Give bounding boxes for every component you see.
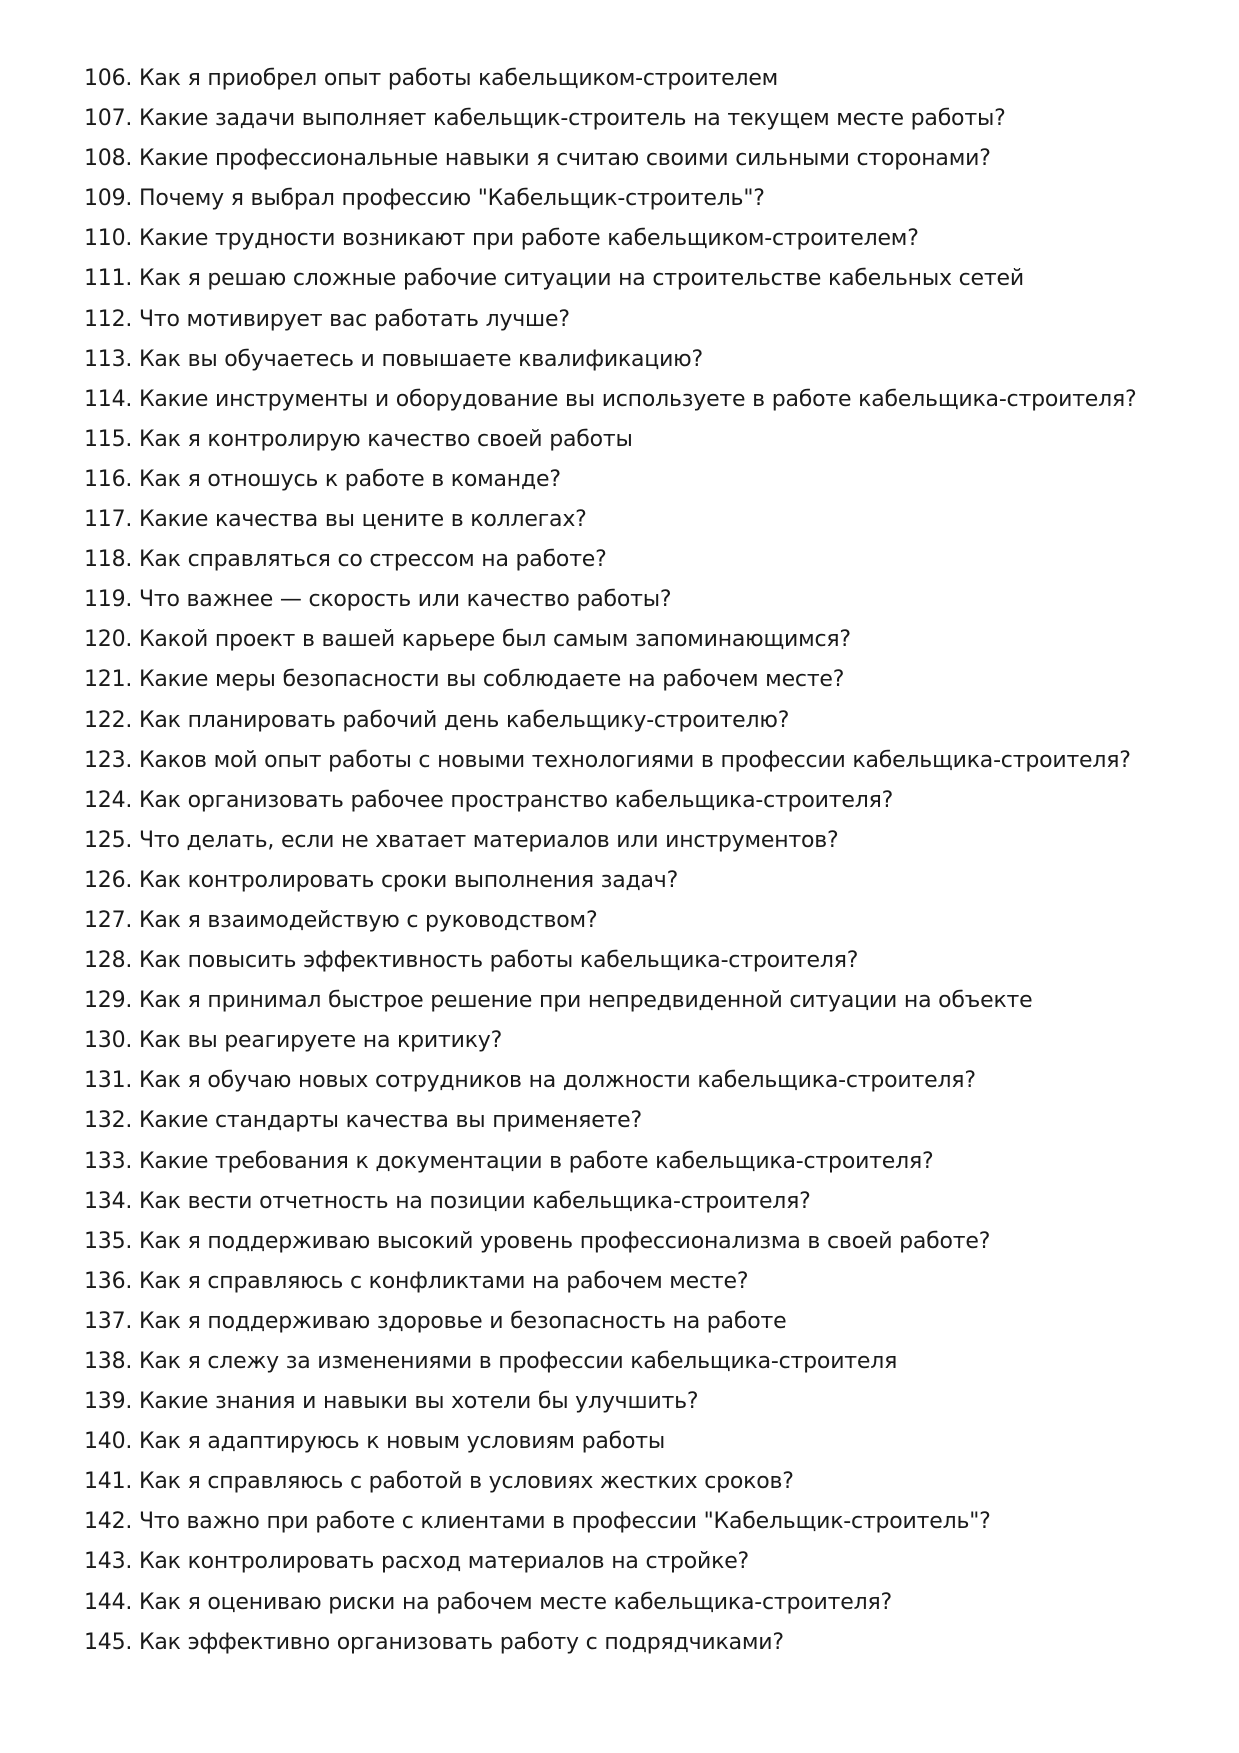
question-number: 136.	[84, 1268, 133, 1294]
question-item	[84, 941, 1184, 981]
question-item	[84, 1502, 1184, 1542]
question-number: 112.	[84, 306, 133, 332]
question-text: Как вы обучаетесь и повышаете квалификацию?	[138, 346, 703, 372]
question-text: Как я слежу за изменениями в профессии кабельщика-строителя	[138, 1349, 898, 1374]
question-list	[84, 59, 1184, 1663]
question-text: Какие знания и навыки вы хотели бы улучшить?	[138, 1389, 699, 1415]
question-item	[84, 500, 1184, 540]
question-number: 129.	[84, 988, 133, 1014]
question-number: 109.	[84, 186, 133, 212]
question-text: Что важно при работе с клиентами в профессии "Кабельщик-строитель"?	[138, 1509, 991, 1535]
question-number: 114.	[84, 386, 133, 412]
question-text: Как контролировать сроки выполнения задач?	[138, 867, 679, 893]
question-text: Как я адаптируюсь к новым условиям работы	[138, 1429, 666, 1455]
question-text: Как повысить эффективность работы кабельщика-строителя?	[138, 948, 859, 974]
question-item	[84, 1021, 1184, 1061]
question-item	[84, 380, 1184, 420]
question-text: Как я обучаю новых сотрудников на должности кабельщика-строителя?	[138, 1068, 976, 1094]
question-text: Каков мой опыт работы с новыми технологиями в профессии кабельщика-строителя?	[138, 747, 1131, 773]
question-text: Как я поддерживаю высокий уровень профессионализма в своей работе?	[138, 1228, 991, 1254]
question-item	[84, 981, 1184, 1021]
question-number: 137.	[84, 1308, 133, 1334]
question-item	[84, 1542, 1184, 1582]
question-number: 117.	[84, 507, 133, 533]
question-text: Как планировать рабочий день кабельщику-строителю?	[138, 707, 790, 733]
question-number: 120.	[84, 627, 133, 653]
question-text: Какие профессиональные навыки я считаю своими сильными сторонами?	[138, 146, 991, 172]
question-number: 116.	[84, 466, 133, 492]
question-number: 121.	[84, 667, 133, 693]
question-number: 133.	[84, 1148, 133, 1174]
question-item	[84, 1302, 1184, 1342]
question-item	[84, 460, 1184, 500]
question-number: 139.	[84, 1389, 133, 1415]
question-item	[84, 179, 1184, 219]
question-number: 107.	[84, 106, 133, 132]
question-text: Как я решаю сложные рабочие ситуации на строительстве кабельных сетей	[138, 266, 1024, 292]
question-item	[84, 139, 1184, 179]
question-item	[84, 1061, 1184, 1101]
question-item	[84, 620, 1184, 660]
question-number: 131.	[84, 1068, 133, 1094]
question-item	[84, 660, 1184, 700]
question-item	[84, 1623, 1184, 1663]
question-item	[84, 300, 1184, 340]
question-item	[84, 1142, 1184, 1182]
question-number: 135.	[84, 1228, 133, 1254]
question-number: 145.	[84, 1629, 133, 1655]
question-text: Как я отношусь к работе в команде?	[138, 466, 561, 492]
question-text: Почему я выбрал профессию "Кабельщик-строитель"?	[138, 186, 765, 212]
question-item	[84, 1382, 1184, 1422]
question-number: 119.	[84, 587, 133, 613]
question-number: 125.	[84, 827, 133, 853]
question-number: 140.	[84, 1429, 133, 1455]
question-text: Как я приобрел опыт работы кабельщиком-строителем	[138, 66, 779, 91]
question-item	[84, 1222, 1184, 1262]
question-number: 115.	[84, 426, 133, 452]
question-number: 132.	[84, 1108, 133, 1134]
question-text: Какие требования к документации в работе кабельщика-строителя?	[138, 1148, 934, 1174]
question-text: Как я поддерживаю здоровье и безопасность на работе	[138, 1308, 787, 1334]
question-number: 138.	[84, 1349, 133, 1374]
question-text: Что делать, если не хватает материалов или инструментов?	[138, 827, 839, 853]
question-item	[84, 340, 1184, 380]
question-text: Как я справляюсь с работой в условиях жестких сроков?	[138, 1469, 794, 1495]
question-text: Какие стандарты качества вы применяете?	[138, 1108, 642, 1134]
question-item	[84, 1422, 1184, 1462]
question-text: Как справляться со стрессом на работе?	[138, 547, 607, 573]
question-item	[84, 701, 1184, 741]
question-item	[84, 99, 1184, 139]
question-item	[84, 1342, 1184, 1382]
question-number: 128.	[84, 948, 133, 974]
question-number: 106.	[84, 66, 133, 91]
question-text: Какой проект в вашей карьере был самым запоминающимся?	[138, 627, 851, 653]
question-number: 134.	[84, 1188, 133, 1214]
question-text: Что мотивирует вас работать лучше?	[138, 306, 570, 332]
question-text: Как эффективно организовать работу с подрядчиками?	[138, 1629, 784, 1655]
question-number: 124.	[84, 787, 133, 813]
question-item	[84, 580, 1184, 620]
question-number: 113.	[84, 346, 133, 372]
question-number: 141.	[84, 1469, 133, 1495]
question-text: Как организовать рабочее пространство кабельщика-строителя?	[138, 787, 894, 813]
question-text: Как я оцениваю риски на рабочем месте кабельщика-строителя?	[138, 1589, 892, 1615]
question-item	[84, 259, 1184, 299]
question-text: Как вести отчетность на позиции кабельщика-строителя?	[138, 1188, 811, 1214]
question-item	[84, 781, 1184, 821]
question-number: 110.	[84, 226, 133, 252]
question-number: 143.	[84, 1549, 133, 1575]
question-text: Какие задачи выполняет кабельщик-строитель на текущем месте работы?	[138, 106, 1006, 132]
question-text: Как я принимал быстрое решение при непредвиденной ситуации на объекте	[138, 988, 1033, 1014]
question-number: 108.	[84, 146, 133, 172]
question-item	[84, 741, 1184, 781]
question-number: 126.	[84, 867, 133, 893]
question-item	[84, 1262, 1184, 1302]
question-item	[84, 1182, 1184, 1222]
question-text: Как я справляюсь с конфликтами на рабочем месте?	[138, 1268, 749, 1294]
question-item	[84, 1101, 1184, 1141]
question-number: 111.	[84, 266, 133, 292]
question-number: 122.	[84, 707, 133, 733]
question-text: Какие качества вы цените в коллегах?	[138, 507, 587, 533]
question-item	[84, 861, 1184, 901]
question-item	[84, 1583, 1184, 1623]
question-number: 123.	[84, 747, 133, 773]
question-item	[84, 1462, 1184, 1502]
question-item	[84, 420, 1184, 460]
question-number: 127.	[84, 907, 133, 933]
question-text: Какие инструменты и оборудование вы используете в работе кабельщика-строителя?	[138, 386, 1137, 412]
question-number: 142.	[84, 1509, 133, 1535]
question-item	[84, 59, 1184, 99]
question-item	[84, 540, 1184, 580]
question-text: Какие меры безопасности вы соблюдаете на рабочем месте?	[138, 667, 845, 693]
question-text: Какие трудности возникают при работе кабельщиком-строителем?	[138, 226, 919, 252]
question-item	[84, 219, 1184, 259]
question-number: 144.	[84, 1589, 133, 1615]
question-number: 118.	[84, 547, 133, 573]
question-text: Как я контролирую качество своей работы	[138, 426, 633, 452]
question-item	[84, 821, 1184, 861]
question-item	[84, 901, 1184, 941]
question-text: Что важнее — скорость или качество работы?	[138, 587, 672, 613]
question-text: Как я взаимодействую с руководством?	[138, 907, 598, 933]
question-text: Как вы реагируете на критику?	[138, 1028, 503, 1054]
question-number: 130.	[84, 1028, 133, 1054]
question-text: Как контролировать расход материалов на стройке?	[138, 1549, 750, 1575]
